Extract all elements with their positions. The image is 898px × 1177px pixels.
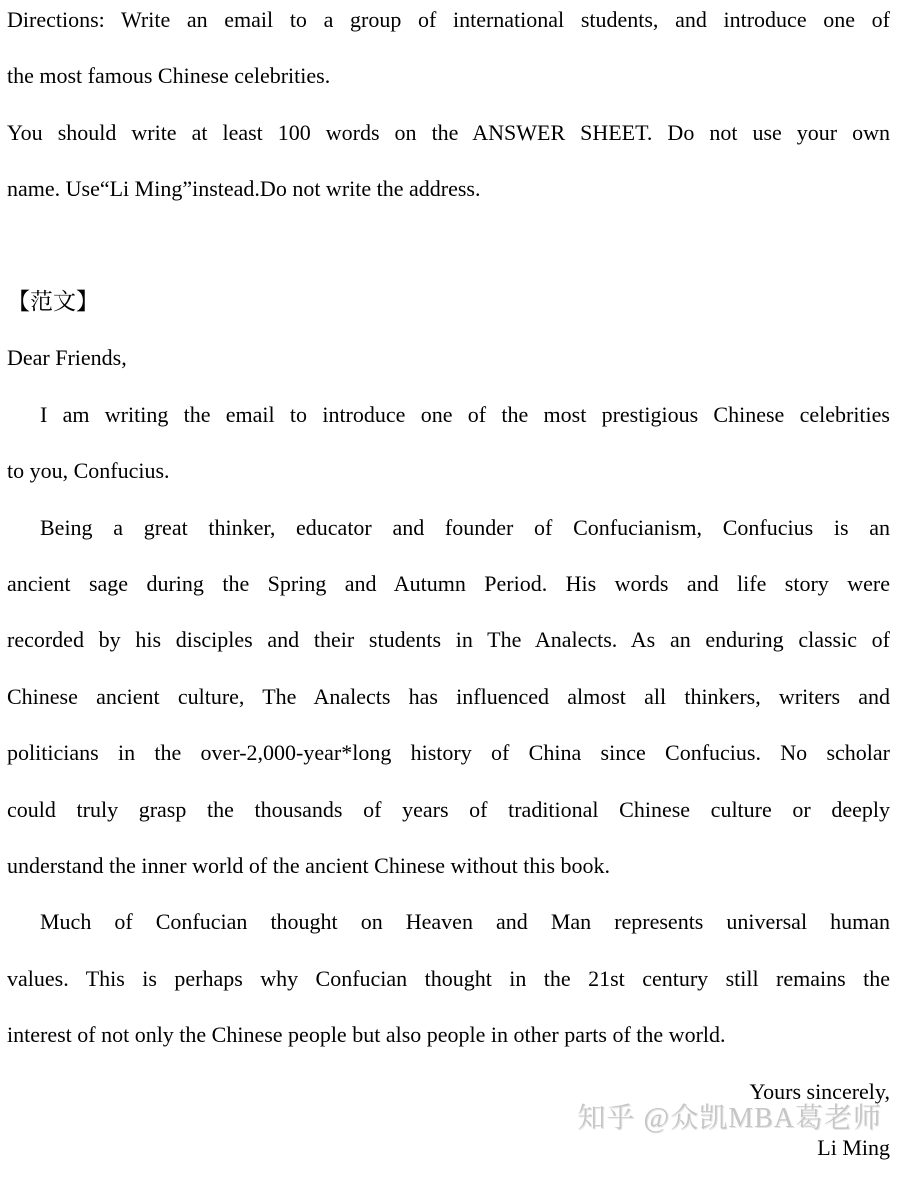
- directions-line-4: name. Use“Li Ming”instead.Do not write the address.: [7, 176, 481, 202]
- para2-line-4: Chinese ancient culture, The Analects has influenced almost all thinkers, writers and: [7, 683, 890, 709]
- para3-line-1: Much of Confucian thought on Heaven and Man represents universal human: [40, 909, 890, 935]
- para2-line-3: recorded by his disciples and their students in The Analects. As an enduring classic of: [7, 627, 890, 653]
- closing: Yours sincerely,: [749, 1078, 890, 1104]
- para3-line-2: values. This is perhaps why Confucian thought in the 21st century still remains the: [7, 965, 890, 991]
- para3-line-3: interest of not only the Chinese people but also people in other parts of the world.: [7, 1022, 726, 1048]
- model-essay-heading: 【范文】: [7, 289, 99, 315]
- para2-line-1: Being a great thinker, educator and founder of Confucianism, Confucius is an: [40, 514, 890, 540]
- para1-line-1: I am writing the email to introduce one of the most prestigious Chinese celebrities: [40, 401, 890, 427]
- zhihu-watermark: 知乎 @众凯MBA葛老师: [577, 1103, 882, 1134]
- para2-line-7: understand the inner world of the ancient Chinese without this book.: [7, 853, 611, 879]
- directions-line-3: You should write at least 100 words on the ANSWER SHEET. Do not use your own: [7, 119, 890, 145]
- directions-line-1: Directions: Write an email to a group of international students, and introduce one of: [7, 7, 890, 32]
- blank-line: [7, 218, 890, 274]
- signature: Li Ming: [817, 1135, 890, 1161]
- para2-line-2: ancient sage during the Spring and Autumn Period. His words and life story were: [7, 571, 890, 597]
- para1-line-2: to you, Confucius.: [7, 458, 170, 484]
- para2-line-5: politicians in the over-2,000-year*long history of China since Confucius. No scholar: [7, 740, 890, 766]
- salutation: Dear Friends,: [7, 345, 127, 371]
- para2-line-6: could truly grasp the thousands of years of traditional Chinese culture or deeply: [7, 796, 890, 822]
- directions-line-2: the most famous Chinese celebrities.: [7, 63, 331, 89]
